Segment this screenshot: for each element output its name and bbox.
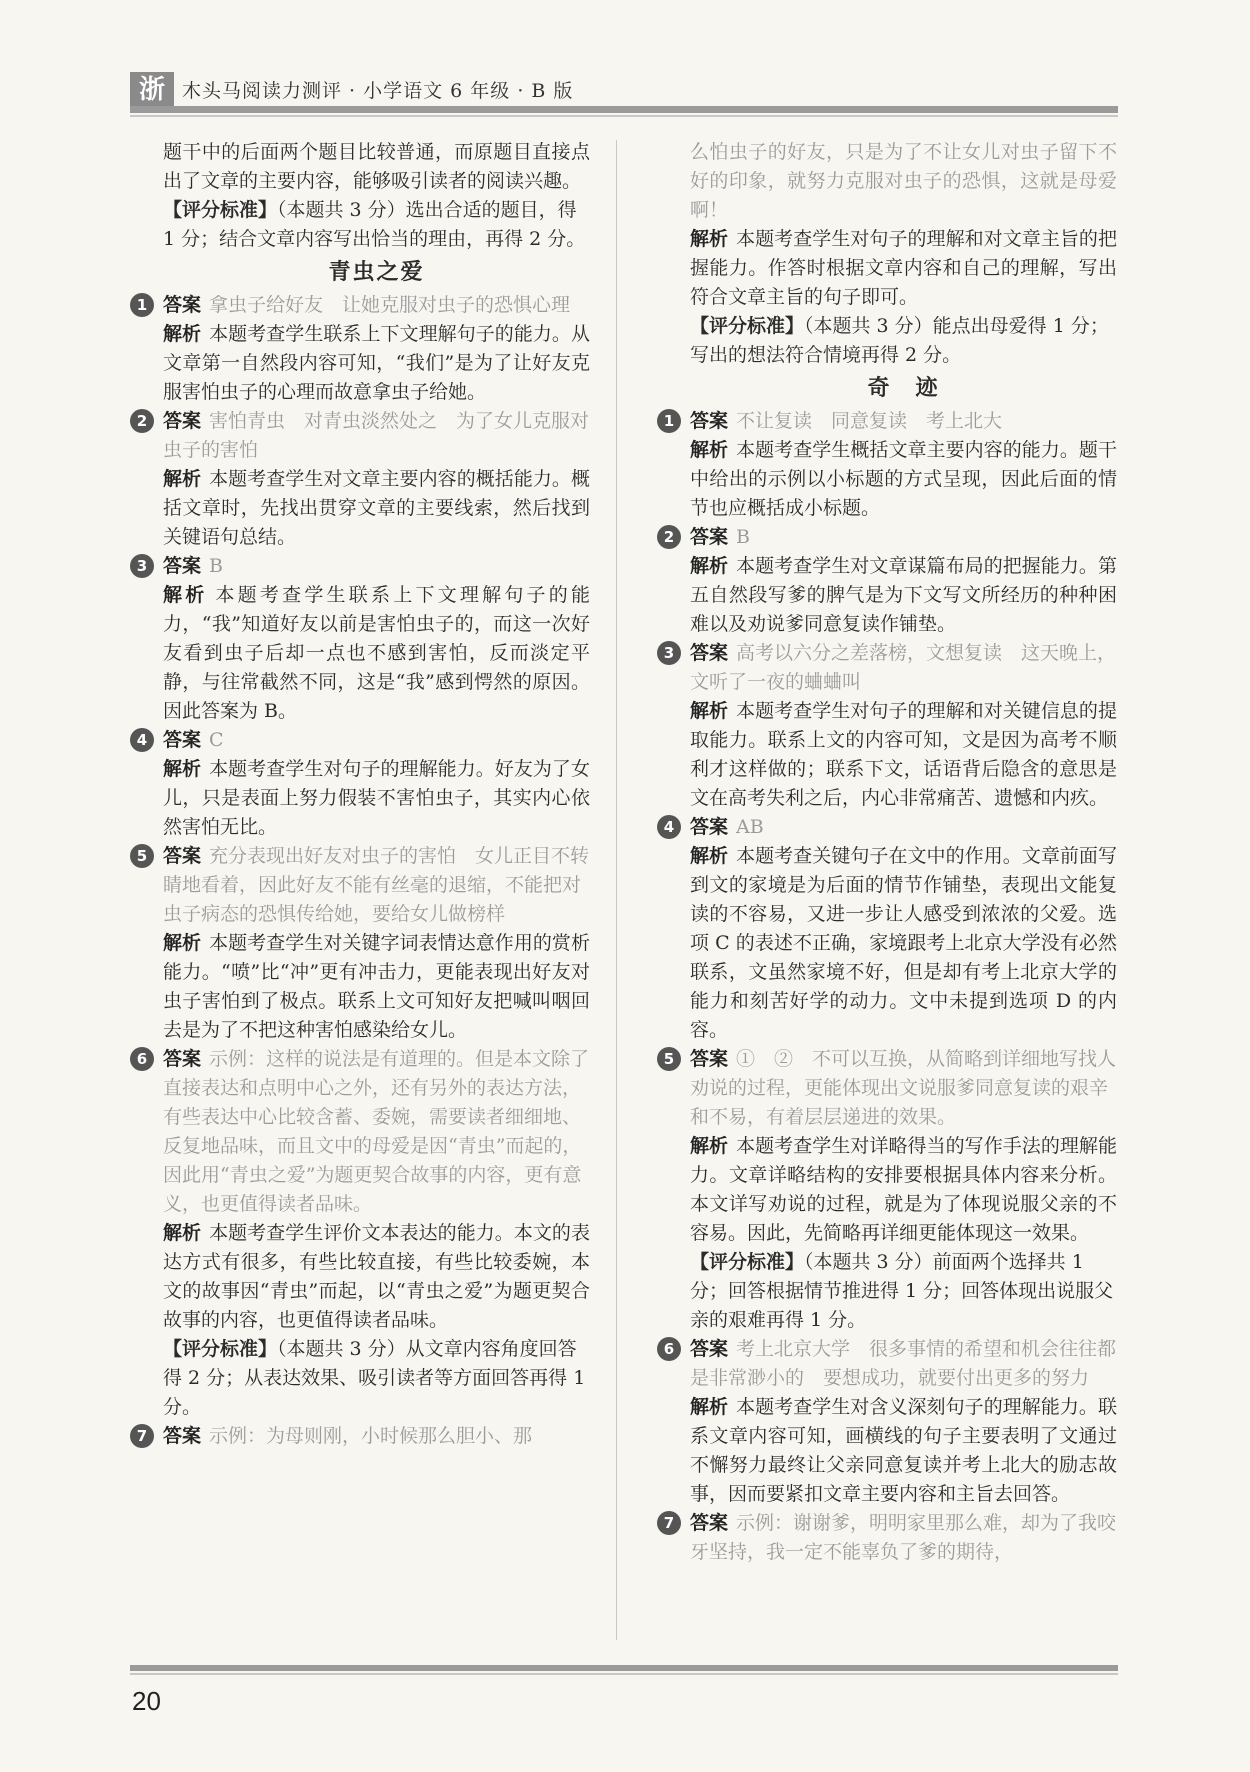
analysis-label: 解析 [163, 584, 208, 606]
answer-text: 拿虫子给好友 让她克服对虫子的恐惧心理 [209, 294, 571, 316]
column-divider [616, 140, 617, 1640]
question-number: 7 [657, 1511, 681, 1535]
right-column [655, 138, 1117, 1567]
analysis-label: 解析 [690, 439, 729, 461]
province-badge: 浙 [130, 72, 174, 108]
analysis-paragraph [655, 552, 1117, 639]
question-number: 1 [130, 293, 154, 317]
question-number: 7 [130, 1424, 154, 1448]
answer-label: 答案 [690, 1512, 729, 1534]
question-block [655, 1045, 1117, 1132]
answer-text: 示例：为母则刚，小时候那么胆小、那 [209, 1425, 533, 1447]
answer-label: 答案 [690, 410, 729, 432]
analysis-paragraph [128, 1219, 590, 1335]
analysis-paragraph [655, 436, 1117, 523]
question-number: 3 [130, 554, 154, 578]
answer-label: 答案 [163, 294, 202, 316]
analysis-label: 解析 [690, 1135, 729, 1157]
analysis-text: 本题考查学生联系上下文理解句子的能力。从文章第一自然段内容可知，“我们”是为了让好友克服害怕虫子的心理而故意拿虫子给她。 [163, 323, 590, 403]
scoring-label: 【评分标准】 [163, 199, 278, 221]
analysis-text: 本题考查学生联系上下文理解句子的能力，“我”知道好友以前是害怕虫子的，而这一次好友看到虫子后却一点也不感到害怕，反而淡定平静，与往常截然不同，这是“我”感到愕然的原因。因此答案为 B。 [163, 584, 590, 722]
section-title: 青虫之爱 [328, 260, 425, 285]
answer-label: 答案 [163, 729, 202, 751]
analysis-label: 解析 [690, 700, 729, 722]
question-block [128, 726, 590, 755]
answer-label: 答案 [690, 526, 729, 548]
analysis-text: 本题考查学生对关键字词表情达意作用的赏析能力。“喷”比“冲”更有冲击力，更能表现出好友对虫子害怕到了极点。联系上文可知好友把喊叫咽回去是为了不把这种害怕感染给女儿。 [163, 932, 590, 1041]
answer-label: 答案 [690, 1338, 729, 1360]
question-number: 3 [657, 641, 681, 665]
analysis-label: 解析 [690, 555, 729, 577]
analysis-paragraph [128, 581, 590, 726]
analysis-label: 解析 [163, 1222, 202, 1244]
question-block [655, 639, 1117, 697]
analysis-text: 本题考查关键句子在文中的作用。文章前面写到文的家境是为后面的情节作铺垫，表现出文能复读的不容易，又进一步让人感受到浓浓的父爱。选项 C 的表述不正确，家境跟考上北京大学没有必然联系，文虽然家境不好，但是却有考上北京大学的能力和刻苦好学的动力。文中未提到选项 D 的内容。 [690, 845, 1117, 1041]
answer-text: 示例：这样的说法是有道理的。但是本文除了直接表达和点明中心之外，还有另外的表达方法，有些表达中心比较含蓄、委婉，需要读者细细地、反复地品味，而且文中的母爱是因“青虫”而起的，因此用“青虫之爱”为题更契合故事的内容，更有意义，也更值得读者品味。 [163, 1048, 590, 1215]
footer-rule [130, 1665, 1118, 1671]
analysis-text: 本题考查学生对文章主要内容的概括能力。概括文章时，先找出贯穿文章的主要线索，然后找到关键语句总结。 [163, 468, 590, 548]
question-block [655, 813, 1117, 842]
analysis-paragraph [655, 697, 1117, 813]
scoring-criteria [655, 1248, 1117, 1335]
analysis-text: 本题考查学生对句子的理解和对文章主旨的把握能力。作答时根据文章内容和自己的理解，写出符合文章主旨的句子即可。 [690, 228, 1117, 308]
answer-text: B [736, 526, 750, 548]
intro-text: 题干中的后面两个题目比较普通，而原题目直接点出了文章的主要内容，能够吸引读者的阅读兴趣。 [163, 141, 590, 192]
analysis-text: 本题考查学生对句子的理解和对关键信息的提取能力。联系上文的内容可知，文是因为高考不顺利才这样做的；联系下文，话语背后隐含的意思是文在高考失利之后，内心非常痛苦、遗憾和内疚。 [690, 700, 1117, 809]
answer-text: C [209, 729, 224, 751]
scoring-label: 【评分标准】 [690, 1251, 805, 1273]
answer-text: ① ② 不可以互换，从简略到详细地写找人劝说的过程，更能体现出文说服爹同意复读的艰辛和不易，有着层层递进的效果。 [690, 1048, 1117, 1128]
question-number: 2 [130, 409, 154, 433]
scoring-text: （本题共 3 分）从文章内容角度回答得 2 分；从表达效果、吸引读者等方面回答再得 1 分。 [163, 1338, 586, 1418]
analysis-paragraph [655, 1132, 1117, 1248]
answer-text: 考上北京大学 很多事情的希望和机会往往都是非常渺小的 要想成功，就要付出更多的努力 [690, 1338, 1117, 1389]
answer-label: 答案 [163, 410, 202, 432]
analysis-label: 解析 [690, 1396, 729, 1418]
question-number: 5 [130, 844, 154, 868]
answer-text: 高考以六分之差落榜，文想复读 这天晚上，文听了一夜的蛐蛐叫 [690, 642, 1117, 693]
answer-continuation: 么怕虫子的好友，只是为了不让女儿对虫子留下不好的印象，就努力克服对虫子的恐惧，这就是母爱啊！ [690, 141, 1117, 221]
question-block [655, 1335, 1117, 1393]
header-rule [130, 106, 1118, 113]
analysis-label: 解析 [163, 468, 202, 490]
question-block [128, 291, 590, 320]
question-number: 1 [657, 409, 681, 433]
scoring-text: （本题共 3 分）前面两个选择共 1 分；回答根据情节推进得 1 分；回答体现出说服父亲的艰难再得 1 分。 [690, 1251, 1114, 1331]
analysis-label: 解析 [690, 845, 729, 867]
analysis-paragraph [128, 755, 590, 842]
analysis-text: 本题考查学生对文章谋篇布局的把握能力。第五自然段写爹的脾气是为下文写文所经历的种种困难以及劝说爹同意复读作铺垫。 [690, 555, 1117, 635]
scoring-text: （本题共 3 分）选出合适的题目，得 1 分；结合文章内容写出恰当的理由，再得 2 分。 [163, 199, 586, 250]
question-block [655, 523, 1117, 552]
footer-rule-thin [130, 1673, 1118, 1675]
question-number: 6 [657, 1337, 681, 1361]
analysis-paragraph [128, 465, 590, 552]
answer-text: B [209, 555, 223, 577]
page-header [130, 64, 1118, 116]
answer-text: 害怕青虫 对青虫淡然处之 为了女儿克服对虫子的害怕 [163, 410, 590, 461]
analysis-paragraph [655, 1393, 1117, 1509]
analysis-label: 解析 [163, 758, 202, 780]
analysis-label: 解析 [163, 932, 202, 954]
page-number: 20 [132, 1686, 161, 1716]
answer-label: 答案 [163, 1425, 202, 1447]
analysis-text: 本题考查学生对含义深刻句子的理解能力。联系文章内容可知，画横线的句子主要表明了文通过不懈努力最终让父亲同意复读并考上北大的励志故事，因而要紧扣文章主要内容和主旨去回答。 [690, 1396, 1117, 1505]
question-block [128, 1045, 590, 1219]
analysis-text: 本题考查学生评价文本表达的能力。本文的表达方式有很多，有些比较直接，有些比较委婉，本文的故事因“青虫”而起，以“青虫之爱”为题更契合故事的内容，也更值得读者品味。 [163, 1222, 590, 1331]
scoring-criteria [655, 312, 1117, 370]
scoring-label: 【评分标准】 [163, 1338, 278, 1360]
question-number: 4 [657, 815, 681, 839]
answer-label: 答案 [690, 1048, 729, 1070]
header-rule-thin [130, 115, 1118, 117]
question-block [128, 552, 590, 581]
scoring-text: （本题共 3 分）能点出母爱得 1 分；写出的想法符合情境再得 2 分。 [690, 315, 1109, 366]
analysis-text: 本题考查学生对句子的理解能力。好友为了女儿，只是表面上努力假装不害怕虫子，其实内心依然害怕无比。 [163, 758, 590, 838]
question-number: 6 [130, 1047, 154, 1071]
question-block [655, 1509, 1117, 1567]
analysis-paragraph [655, 842, 1117, 1045]
answer-label: 答案 [163, 1048, 202, 1070]
answer-text: 示例：谢谢爹，明明家里那么难，却为了我咬牙坚持，我一定不能辜负了爹的期待， [690, 1512, 1117, 1563]
analysis-paragraph [128, 929, 590, 1045]
analysis-text: 本题考查学生对详略得当的写作手法的理解能力。文章详略结构的安排要根据具体内容来分析。本文详写劝说的过程，就是为了体现说服父亲的不容易。因此，先简略再详细更能体现这一效果。 [690, 1135, 1117, 1244]
analysis-text: 本题考查学生概括文章主要内容的能力。题干中给出的示例以小标题的方式呈现，因此后面的情节也应概括成小标题。 [690, 439, 1117, 519]
question-block [128, 407, 590, 465]
question-block [655, 407, 1117, 436]
answer-text: AB [736, 816, 764, 838]
left-column [128, 138, 590, 1451]
question-number: 2 [657, 525, 681, 549]
answer-text: 充分表现出好友对虫子的害怕 女儿正目不转睛地看着，因此好友不能有丝毫的退缩，不能把对虫子病态的恐惧传给她，要给女儿做榜样 [163, 845, 590, 925]
question-number: 5 [657, 1047, 681, 1071]
answer-label: 答案 [690, 642, 729, 664]
question-number: 4 [130, 728, 154, 752]
question-block [128, 1422, 590, 1451]
scoring-label: 【评分标准】 [690, 315, 805, 337]
scoring-criteria [128, 1335, 590, 1422]
answer-label: 答案 [163, 845, 202, 867]
section-title: 奇 迹 [867, 376, 940, 401]
book-title: 木头马阅读力测评 · 小学语文 6 年级 · B 版 [182, 80, 574, 102]
analysis-paragraph [655, 225, 1117, 312]
answer-label: 答案 [690, 816, 729, 838]
question-block [128, 842, 590, 929]
analysis-label: 解析 [690, 228, 729, 250]
answer-text: 不让复读 同意复读 考上北大 [736, 410, 1003, 432]
answer-label: 答案 [163, 555, 202, 577]
analysis-paragraph [128, 320, 590, 407]
analysis-label: 解析 [163, 323, 202, 345]
scoring-criteria [128, 196, 590, 254]
